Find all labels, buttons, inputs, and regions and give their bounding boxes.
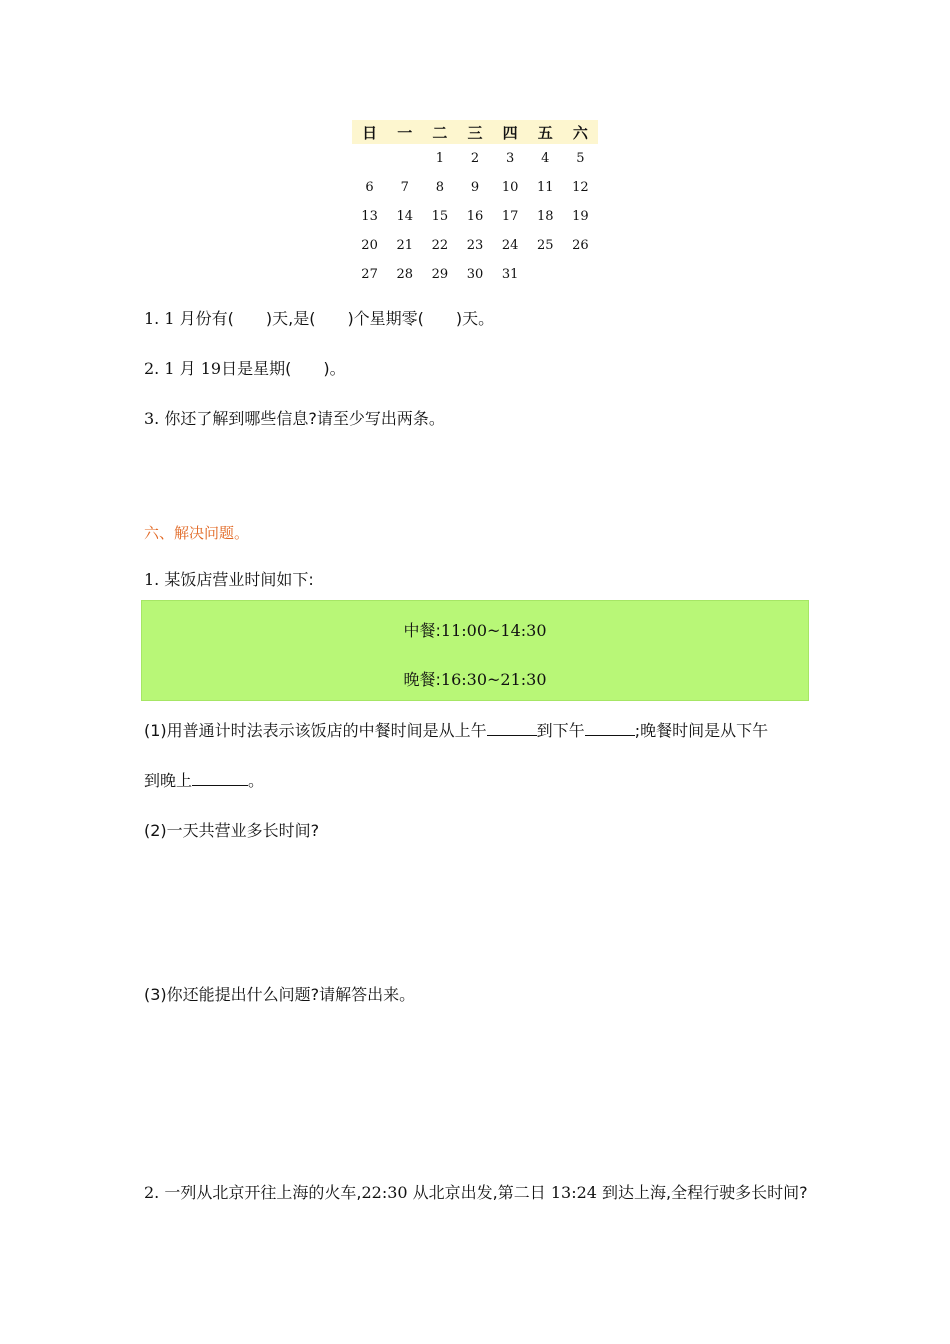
answer-blank <box>487 721 537 736</box>
question-text: 你还了解到哪些信息?请至少写出两条。 <box>164 409 445 428</box>
lunch-label: 中餐: <box>403 621 441 640</box>
calendar-day: 12 <box>572 180 589 195</box>
question-day-number: 19 <box>200 359 222 378</box>
weekday: 四 <box>502 123 518 142</box>
lunch-hours <box>142 618 808 641</box>
weekday: 三 <box>467 123 483 142</box>
calendar-day: 17 <box>501 209 519 224</box>
question-text: 日是星期( )。 <box>221 359 346 378</box>
calendar-day: 2 <box>470 151 480 166</box>
calendar <box>352 120 598 289</box>
problem-text: 到达上海,全程行驶多长时间? <box>602 1183 808 1202</box>
calendar-week <box>352 144 598 173</box>
subquestion-1-line-2 <box>144 768 264 791</box>
calendar-day: 5 <box>576 151 585 166</box>
calendar-header <box>352 120 598 144</box>
dinner-label: 晚餐: <box>403 670 441 689</box>
problem-1-intro <box>144 567 314 590</box>
arrival-time: 13:24 <box>550 1183 597 1202</box>
dinner-time: 16:30~21:30 <box>440 670 547 689</box>
problem-text: 一列从北京开往上海的火车, <box>164 1183 362 1202</box>
calendar-day: 7 <box>400 180 409 195</box>
question-1 <box>144 306 494 329</box>
calendar-day: 26 <box>572 238 589 253</box>
hours-box <box>141 600 809 701</box>
calendar-day: 1 <box>435 151 444 166</box>
calendar-day: 31 <box>501 267 519 282</box>
subquestion-text: 到下午 <box>536 721 585 740</box>
calendar-day: 24 <box>501 238 519 253</box>
calendar-day: 6 <box>365 180 374 195</box>
calendar-day: 3 <box>505 151 515 166</box>
calendar-day: 22 <box>431 238 449 253</box>
question-number: 3. <box>144 409 160 428</box>
calendar-week <box>352 173 598 202</box>
calendar-day: 23 <box>466 238 484 253</box>
question-number: 2. 1 <box>144 359 175 378</box>
subquestion-text: (1)用普通计时法表示该饭店的中餐时间是从上午 <box>144 721 487 740</box>
problem-2 <box>144 1180 808 1203</box>
calendar-day: 13 <box>361 209 378 224</box>
problem-number: 2. <box>144 1183 160 1202</box>
answer-blank <box>585 721 635 736</box>
calendar-day: 4 <box>541 151 550 166</box>
weekday: 一 <box>397 123 413 142</box>
question-text: 月份有( )天,是( )个星期零( )天。 <box>179 309 495 328</box>
calendar-day: 15 <box>431 209 449 224</box>
subquestion-1-line-1 <box>144 718 768 741</box>
calendar-day: 30 <box>466 267 484 282</box>
section-title: 六、解决问题。 <box>144 524 250 542</box>
lunch-time: 11:00~14:30 <box>440 621 547 640</box>
problem-number: 1. <box>144 570 160 589</box>
calendar-day: 20 <box>361 238 378 253</box>
calendar-day: 16 <box>466 209 484 224</box>
calendar-day: 9 <box>470 180 480 195</box>
calendar-day: 21 <box>396 238 413 253</box>
calendar-day: 25 <box>537 238 554 253</box>
calendar-day: 8 <box>435 180 444 195</box>
weekday: 五 <box>537 123 553 142</box>
answer-blank <box>192 771 248 786</box>
subquestion-text: 到晚上 <box>144 771 193 790</box>
calendar-day: 19 <box>572 209 589 224</box>
question-month-label: 月 <box>179 359 196 378</box>
calendar-week <box>352 202 598 231</box>
calendar-day: 14 <box>396 209 413 224</box>
weekday: 六 <box>572 123 588 142</box>
weekday: 二 <box>432 123 448 142</box>
problem-text: 从北京出发,第二日 <box>412 1183 546 1202</box>
weekday: 日 <box>362 123 378 142</box>
question-number: 1. 1 <box>144 309 175 328</box>
calendar-day: 29 <box>431 267 449 282</box>
subquestion-text: ;晚餐时间是从下午 <box>634 721 769 740</box>
calendar-week <box>352 260 598 289</box>
calendar-day: 11 <box>537 180 554 195</box>
calendar-day: 28 <box>396 267 413 282</box>
departure-time: 22:30 <box>361 1183 408 1202</box>
calendar-day: 18 <box>537 209 554 224</box>
question-3 <box>144 406 445 429</box>
calendar-day: 10 <box>501 180 519 195</box>
subquestion-3: (3)你还能提出什么问题?请解答出来。 <box>144 985 416 1004</box>
subquestion-2: (2)一天共营业多长时间? <box>144 821 320 840</box>
calendar-day: 27 <box>361 267 378 282</box>
question-2 <box>144 356 346 379</box>
subquestion-text: 。 <box>248 771 265 790</box>
problem-text: 某饭店营业时间如下: <box>164 570 314 589</box>
dinner-hours <box>142 667 808 690</box>
calendar-week <box>352 231 598 260</box>
